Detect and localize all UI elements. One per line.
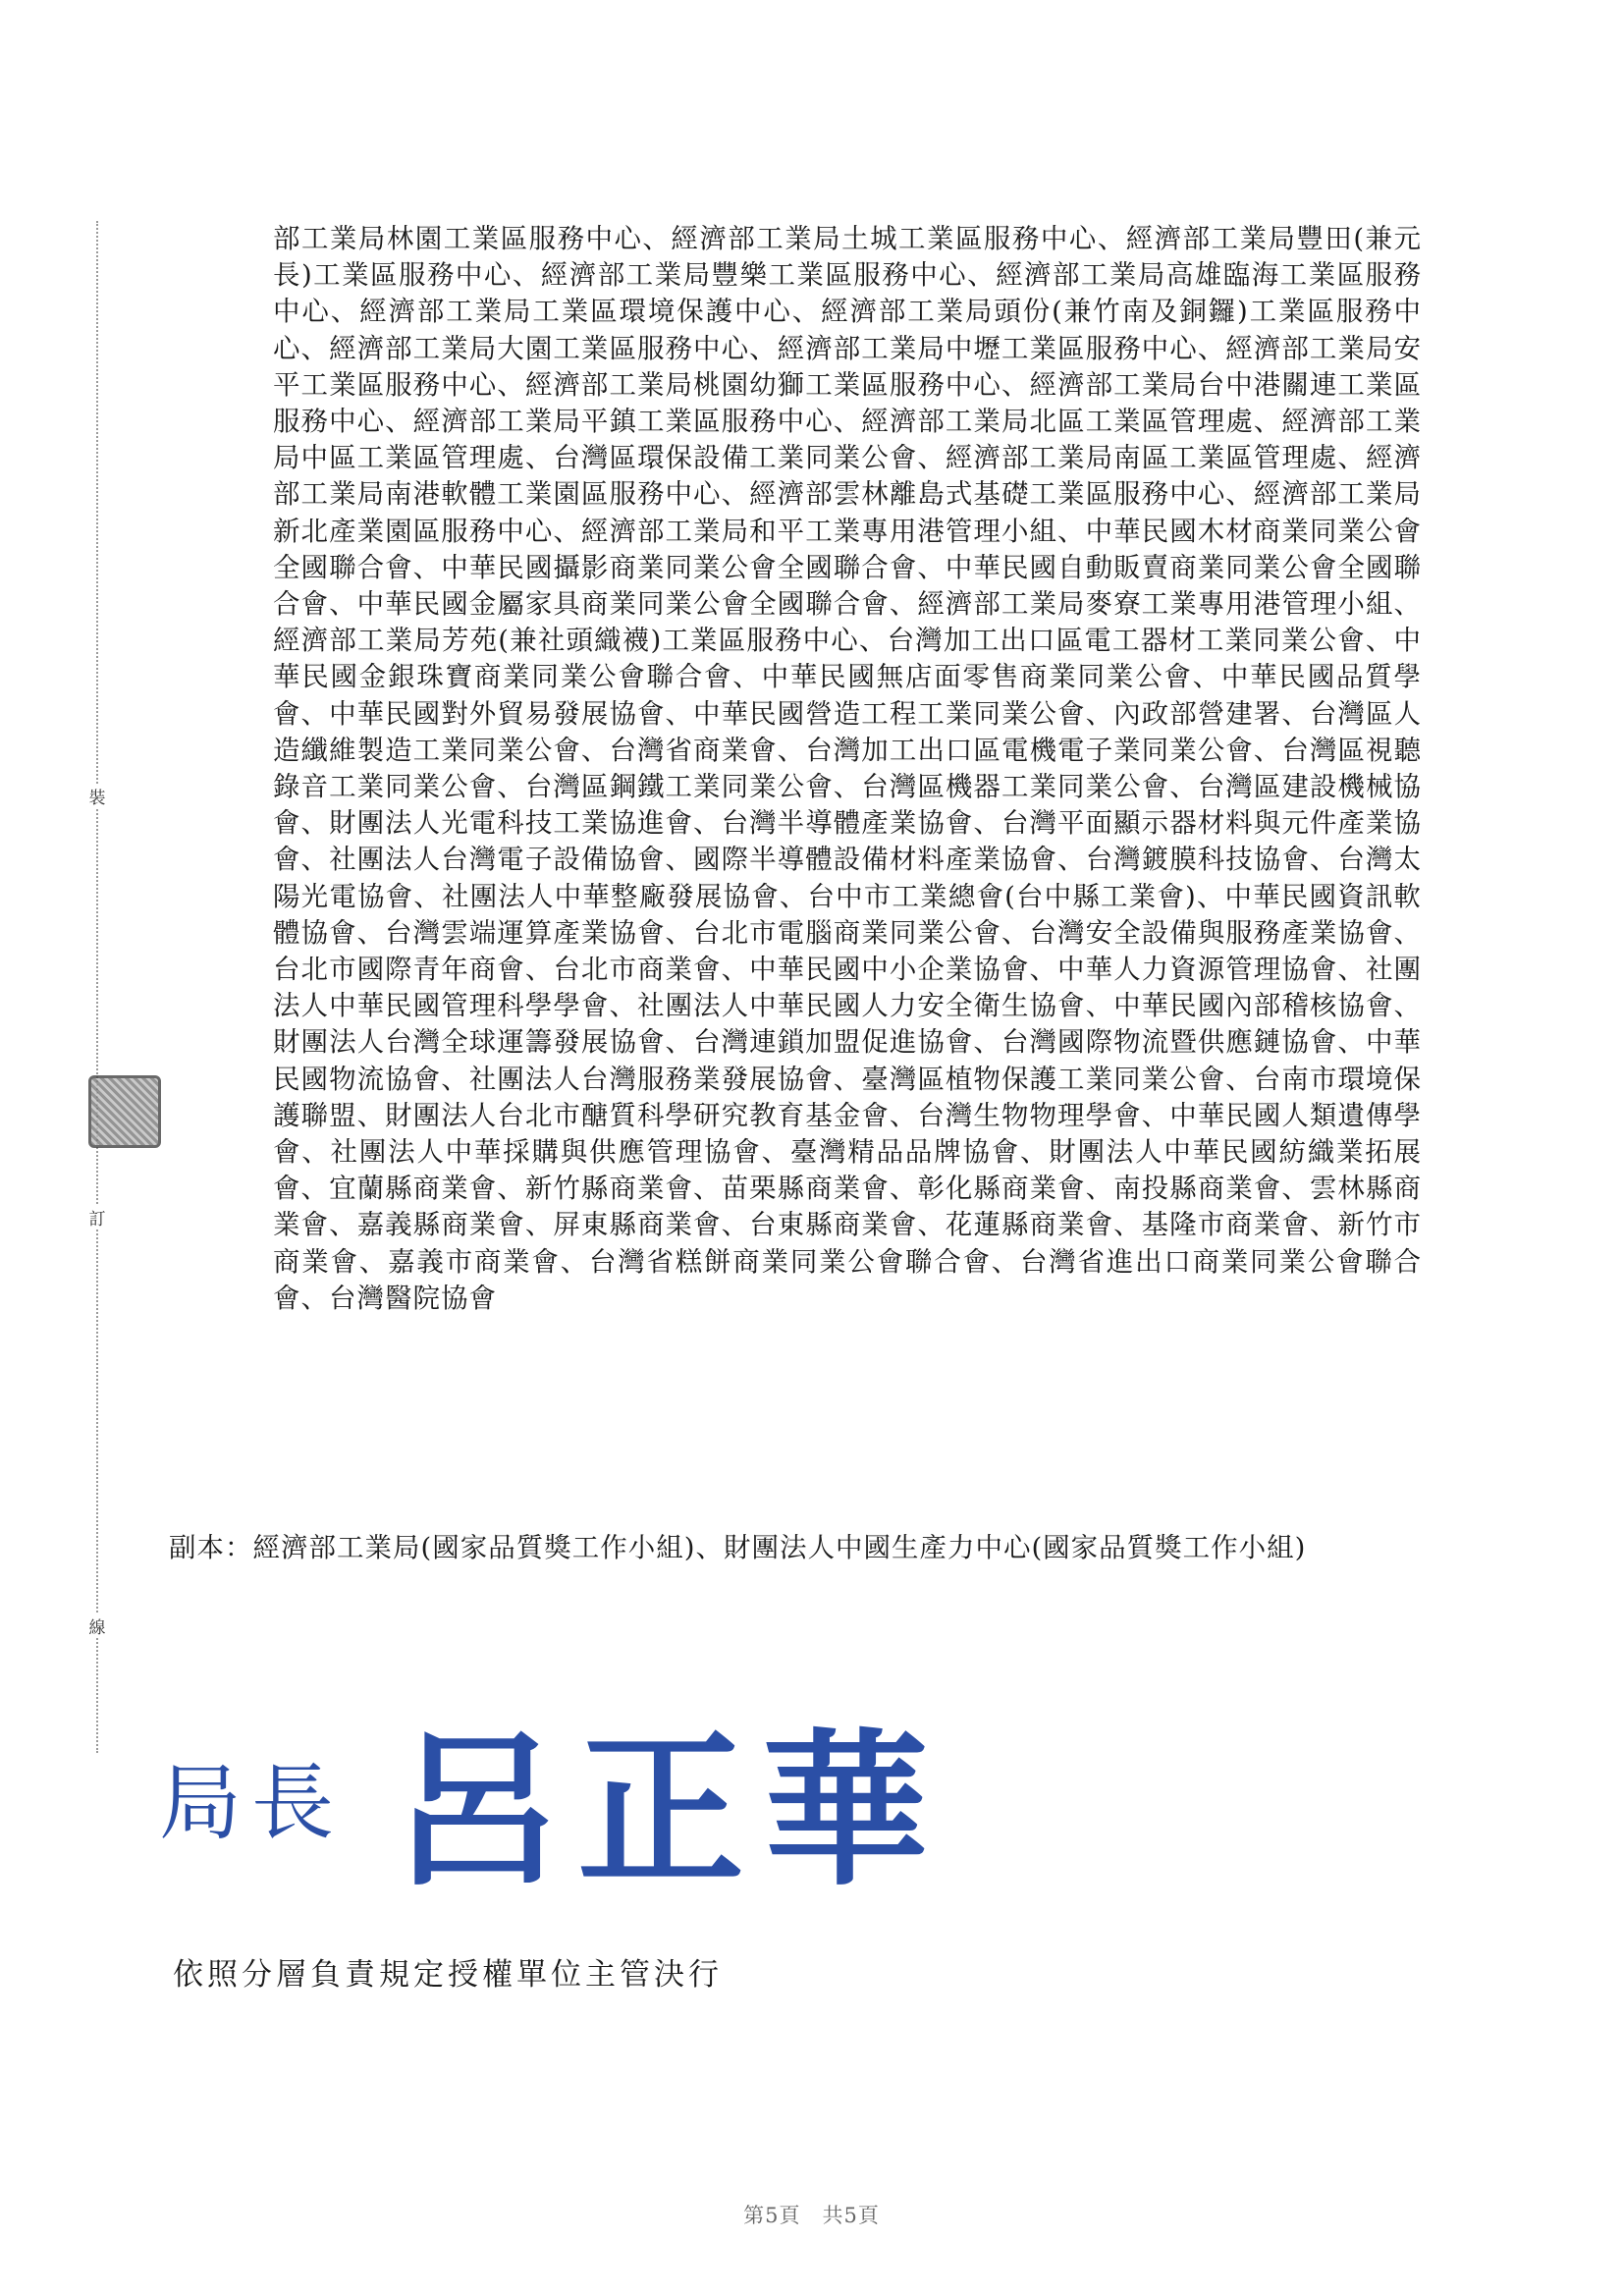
copy-recipients bbox=[169, 1530, 1416, 1566]
binding-mark-zhuang: 裝 bbox=[82, 784, 112, 808]
copy-text: 經濟部工業局(國家品質獎工作小組)、財團法人中國生產力中心(國家品質獎工作小組) bbox=[252, 1532, 1307, 1563]
binding-mark-xian: 線 bbox=[82, 1613, 112, 1638]
copy-label: 副本： bbox=[169, 1532, 253, 1563]
signature-title: 局長 bbox=[159, 1755, 345, 1851]
authorization-note: 依照分層負責規定授權單位主管決行 bbox=[173, 1957, 723, 1993]
binding-line bbox=[96, 221, 98, 1753]
page-number: 第5頁 共5頁 bbox=[743, 2204, 880, 2227]
signature-name: 呂正華 bbox=[393, 1715, 947, 1909]
binding-mark-ding: 訂 bbox=[82, 1205, 112, 1230]
recipients-list: 部工業局林園工業區服務中心、經濟部工業局土城工業區服務中心、經濟部工業局豐田(兼元長)工業區服務中心、經濟部工業局豐樂工業區服務中心、經濟部工業局高雄臨海工業區服務中心、經濟部工業局工業區環境保護中心、經濟部工業局頭份(兼竹南及銅鑼)工業區服務中心、經濟部工業局大園工業區服務中心、經濟部工業局中壢工業區服務中心、經濟部工業局安平工業區服務中心、經濟部工業局桃園幼獅工業區服務中心、經濟部工業局台中港關連工業區服務中心、經濟部工業局平鎮工業區服務中心、經濟部工業局北區工業區管理處、經濟部工業局中區工業區管理處、台灣區環保設備工業同業公會、經濟部工業局南區工業區管理處、經濟部工業局南港軟體工業園區服務中心、經濟部雲林離島式基礎工業區服務中心、經濟部工業局新北產業園區服務中心、經濟部工業局和平工業專用港管理小組、中華民國木材商業同業公會全國聯合會、中華民國攝影商業同業公會全國聯合會、中華民國自動販賣商業同業公會全國聯合會、中華民國金屬家具商業同業公會全國聯合會、經濟部工業局麥寮工業專用港管理小組、經濟部工業局芳苑(兼社頭織襪)工業區服務中心、台灣加工出口區電工器材工業同業公會、中華民國金銀珠寶商業同業公會聯合會、中華民國無店面零售商業同業公會、中華民國品質學會、中華民國對外貿易發展協會、中華民國營造工程工業同業公會、內政部營建署、台灣區人造纖維製造工業同業公會、台灣省商業會、台灣加工出口區電機電子業同業公會、台灣區視聽錄音工業同業公會、台灣區鋼鐵工業同業公會、台灣區機器工業同業公會、台灣區建設機械協會、財團法人光電科技工業協進會、台灣半導體產業協會、台灣平面顯示器材料與元件產業協會、社團法人台灣電子設備協會、國際半導體設備材料產業協會、台灣鍍膜科技協會、台灣太陽光電協會、社團法人中華整廠發展協會、台中市工業總會(台中縣工業會)、中華民國資訊軟體協會、台灣雲端運算產業協會、台北市電腦商業同業公會、台灣安全設備與服務產業協會、台北市國際青年商會、台北市商業會、中華民國中小企業協會、中華人力資源管理協會、社團法人中華民國管理科學學會、社團法人中華民國人力安全衛生協會、中華民國內部稽核協會、財團法人台灣全球運籌發展協會、台灣連鎖加盟促進協會、台灣國際物流暨供應鏈協會、中華民國物流協會、社團法人台灣服務業發展協會、臺灣區植物保護工業同業公會、台南市環境保護聯盟、財團法人台北市醣質科學研究教育基金會、台灣生物物理學會、中華民國人類遺傳學會、社團法人中華採購與供應管理協會、臺灣精品品牌協會、財團法人中華民國紡織業拓展會、宜蘭縣商業會、新竹縣商業會、苗栗縣商業會、彰化縣商業會、南投縣商業會、雲林縣商業會、嘉義縣商業會、屏東縣商業會、台東縣商業會、花蓮縣商業會、基隆市商業會、新竹市商業會、嘉義市商業會、台灣省糕餅商業同業公會聯合會、台灣省進出口商業同業公會聯合會、台灣醫院協會 bbox=[273, 223, 1422, 1314]
seal-stamp bbox=[88, 1075, 161, 1148]
signature-block bbox=[159, 1679, 947, 1909]
